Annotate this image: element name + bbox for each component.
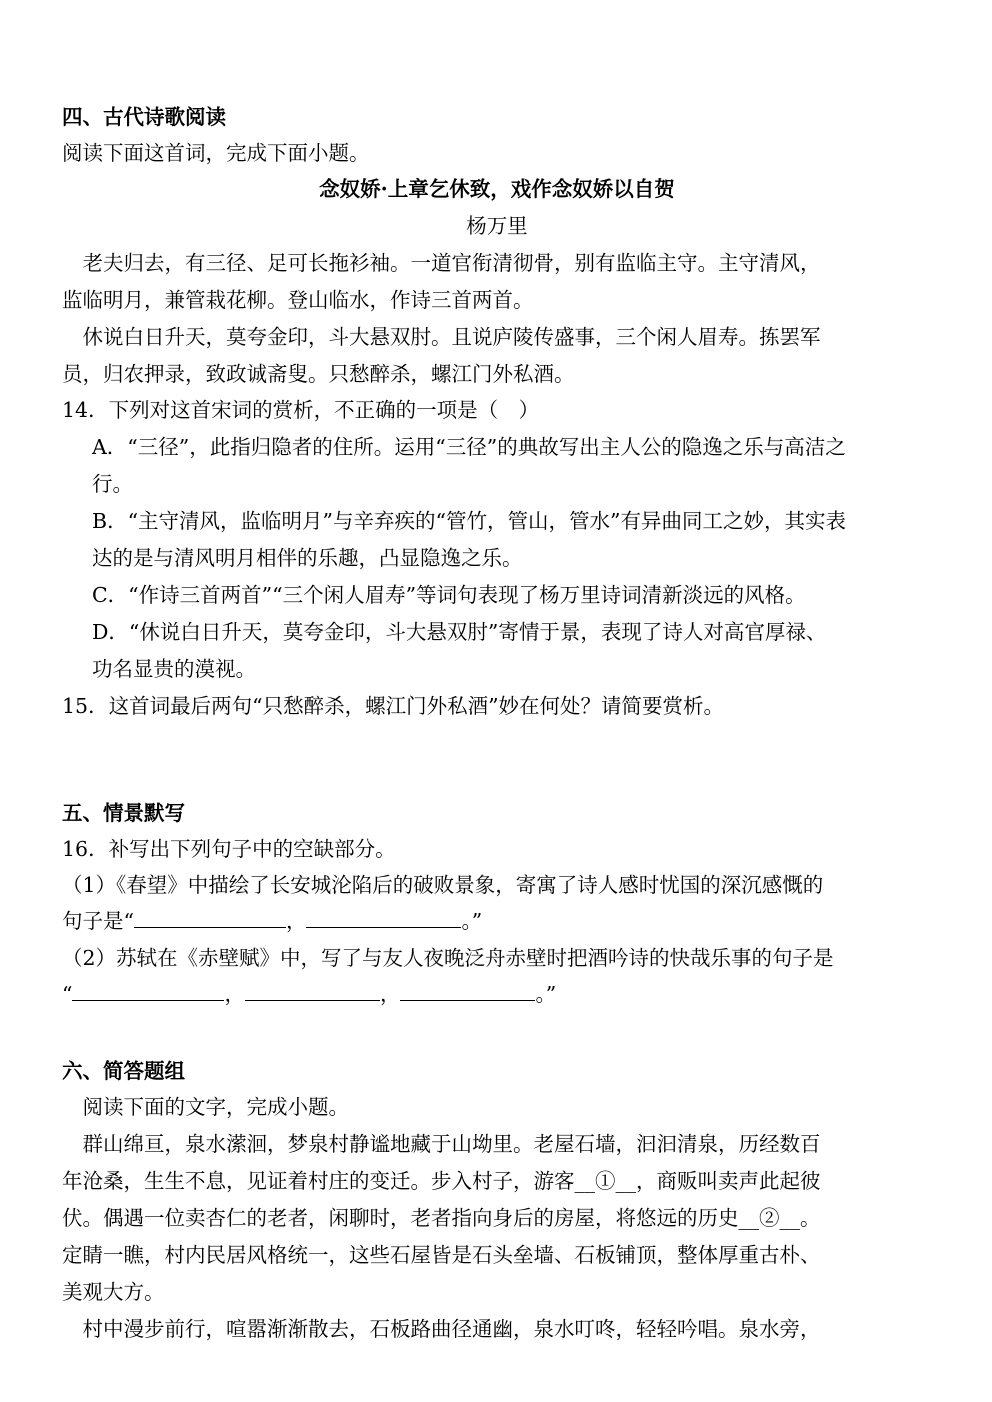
fill-item-2-answer-line <box>62 976 942 1012</box>
poem-line: 休说白日升天，莫夸金印，斗大悬双肘。且说庐陵传盛事，三个闲人眉寿。拣罢军 <box>62 325 821 349</box>
poem-line: 老夫归去，有三径、足可长拖衫袖。一道官衔清彻骨，别有监临主守。主守清风， <box>62 251 821 275</box>
fill-prefix: “ <box>62 982 73 1006</box>
answer-blank[interactable] <box>306 903 461 928</box>
poem-title: 念奴娇·上章乞休致，戏作念奴娇以自贺 <box>319 177 675 201</box>
question-14: 14．下列对这首宋词的赏析，不正确的一项是（ ） <box>62 398 540 422</box>
fill-item-1: （1）《春望》中描绘了长安城沦陷后的破败景象，寄寓了诗人感时忧国的深沉感慨的 <box>62 873 824 897</box>
fill-item-2: （2）苏轼在《赤壁赋》中，写了与友人夜晚泛舟赤壁时把酒吟诗的快哉乐事的句子是 <box>62 946 834 970</box>
comma: ， <box>285 909 307 933</box>
section-6-heading: 六、简答题组 <box>62 1059 185 1083</box>
option-c: C．“作诗三首两首”“三个闲人眉寿”等词句表现了杨万里诗词清新淡远的风格。 <box>92 583 806 607</box>
passage-line: 伏。偶遇一位卖杏仁的老者，闲聊时，老者指向身后的房屋，将悠远的历史__②__。 <box>62 1206 821 1230</box>
passage-line: 美观大方。 <box>62 1280 165 1304</box>
comma: ， <box>379 982 401 1006</box>
passage-line: 年沧桑，生生不息，见证着村庄的变迁。步入村子，游客__①__，商贩叫卖声此起彼 <box>62 1169 821 1193</box>
answer-blank[interactable] <box>72 976 224 1001</box>
option-b: B．“主守清风，监临明月”与辛弃疾的“管竹，管山，管水”有异曲同工之妙，其实表 <box>92 509 846 533</box>
section-4-heading: 四、古代诗歌阅读 <box>62 105 226 129</box>
comma: ， <box>224 982 245 1006</box>
poem-line: 员，归农押录，致政诚斋叟。只愁醉杀，螺江门外私酒。 <box>62 362 575 386</box>
option-a-cont: 行。 <box>92 472 133 496</box>
answer-blank[interactable] <box>400 976 535 1001</box>
section-5-heading: 五、情景默写 <box>62 801 185 825</box>
answer-blank[interactable] <box>245 976 380 1001</box>
section-4-instruction: 阅读下面这首词，完成下面小题。 <box>62 141 370 165</box>
question-15: 15．这首词最后两句“只愁醉杀，螺江门外私酒”妙在何处？请简要赏析。 <box>62 694 725 718</box>
passage-line: 群山绵亘，泉水潆洄，梦泉村静谧地藏于山坳里。老屋石墙，汩汩清泉，历经数百 <box>62 1132 821 1156</box>
option-a: A．“三径”，此指归隐者的住所。运用“三径”的典故写出主人公的隐逸之乐与高洁之 <box>92 435 846 459</box>
section-6-instruction: 阅读下面的文字，完成小题。 <box>62 1095 349 1119</box>
end-quote: 。” <box>535 982 557 1006</box>
fill-item-1-answer-line <box>62 903 942 939</box>
poem-line: 监临明月，兼管栽花柳。登山临水，作诗三首两首。 <box>62 288 534 312</box>
option-d-cont: 功名显贵的漠视。 <box>92 657 256 681</box>
option-d: D．“休说白日升天，莫夸金印，斗大悬双肘”寄情于景，表现了诗人对高官厚禄、 <box>92 620 827 644</box>
answer-blank[interactable] <box>134 903 286 928</box>
question-16: 16．补写出下列句子中的空缺部分。 <box>62 837 396 861</box>
poem-author: 杨万里 <box>466 214 528 238</box>
end-quote: 。” <box>461 909 483 933</box>
passage-line: 村中漫步前行，喧嚣渐渐散去，石板路曲径通幽，泉水叮咚，轻轻吟唱。泉水旁， <box>62 1317 821 1341</box>
passage-line: 定睛一瞧，村内民居风格统一，这些石屋皆是石头垒墙、石板铺顶，整体厚重古朴、 <box>62 1243 821 1267</box>
option-b-cont: 达的是与清风明月相伴的乐趣，凸显隐逸之乐。 <box>92 546 523 570</box>
fill-prefix: 句子是“ <box>62 909 134 933</box>
